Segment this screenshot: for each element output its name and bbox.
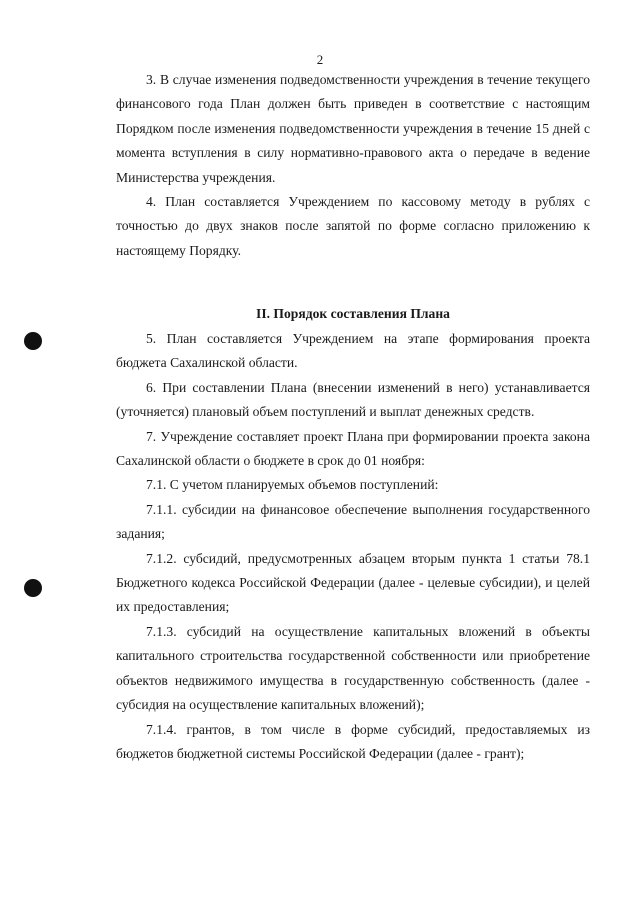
paragraph-7-1-4: 7.1.4. грантов, в том числе в форме субсидий, предоставляемых из бюджетов бюджетной системы Российской Федерации (далее - грант); [116, 721, 590, 761]
punch-hole-icon [24, 332, 42, 350]
page-number: 2 [316, 52, 324, 67]
paragraph-5: 5. План составляется Учреждением на этапе формирования проекта бюджета Сахалинской области. [116, 331, 590, 371]
paragraph-7-1-1: 7.1.1. субсидии на финансовое обеспечение выполнения государственного задания; [116, 501, 590, 542]
paragraph-7: 7. Учреждение составляет проект Плана при формировании проекта закона Сахалинской области о бюджете в срок до 01 ноября: [116, 428, 590, 469]
section-2-text [116, 327, 590, 766]
punch-hole-icon [24, 579, 42, 597]
paragraph-4: 4. План составляется Учреждением по кассовому методу в рублях с точностью до двух знаков после запятой по форме согласно приложению к настоящему Порядку. [116, 194, 590, 258]
paragraph-7-1-2: 7.1.2. субсидий, предусмотренных абзацем вторым пункта 1 статьи 78.1 Бюджетного кодекса Российской Федерации (далее - целевые субсидии), и целей их предоставления; [116, 550, 590, 615]
section-1-text [116, 68, 590, 263]
paragraph-7-1: 7.1. С учетом планируемых объемов поступлений: [146, 477, 439, 493]
paragraph-6: 6. При составлении Плана (внесении изменений в него) устанавливается (уточняется) плановый объем поступлений и выплат денежных средств. [116, 379, 590, 420]
paragraph-7-1-3: 7.1.3. субсидий на осуществление капитальных вложений в объекты капитального строительства государственной собственности или приобретение объектов недвижимого имущества в государственную собственность (далее - субсидия на осуществление капитальных вложений); [116, 623, 590, 713]
paragraph-3: 3. В случае изменения подведомственности учреждения в течение текущего финансового года План должен быть приведен в соответствие с настоящим Порядком после изменения подведомственности учреждения в течение 15 дней с момента вступления в силу нормативно-правового акта о передаче в ведение Министерства учреждения. [116, 72, 590, 185]
section-heading: II. Порядок составления Плана [256, 306, 450, 321]
